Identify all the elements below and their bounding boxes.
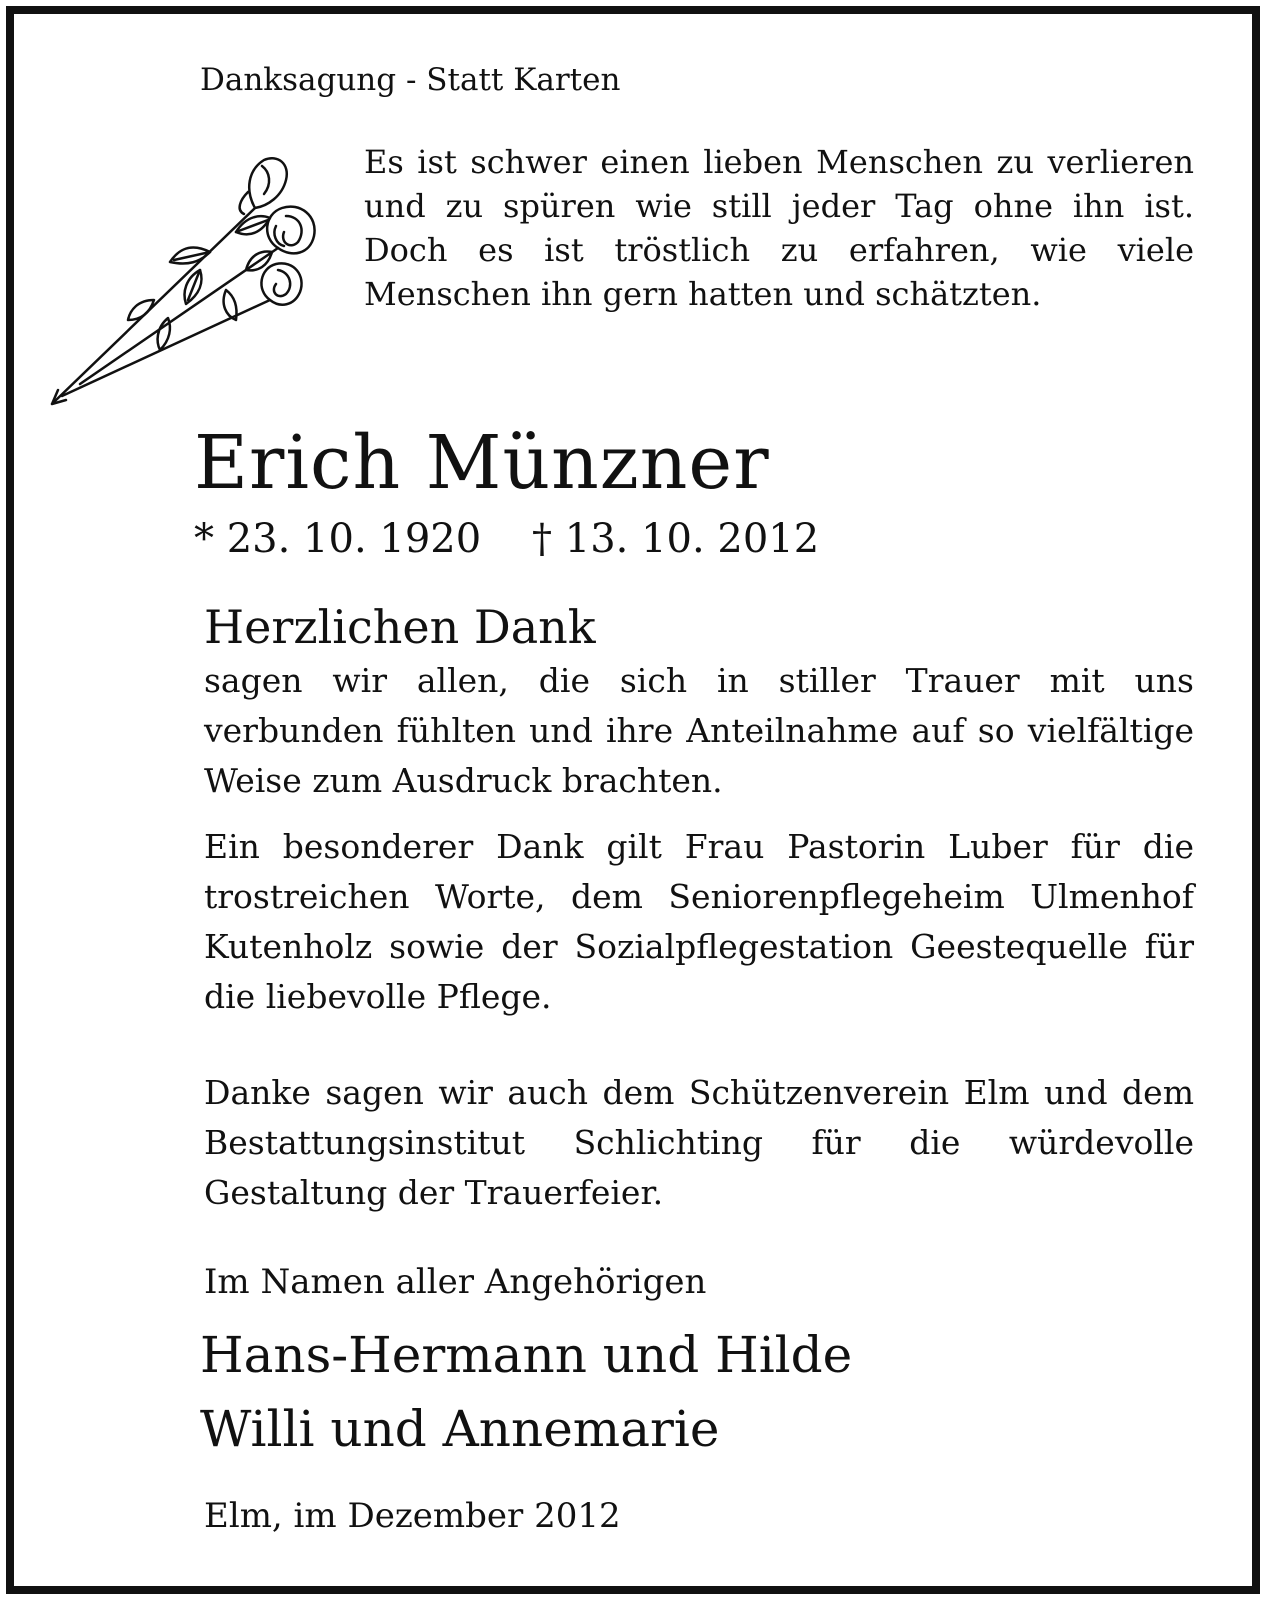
signatory: Hans-Hermann und Hilde <box>200 1326 853 1384</box>
thanks-paragraph: sagen wir allen, die sich in stiller Trauer mit uns verbunden fühlten und ihre Anteilnahme auf so vielfältige Weise zum Ausdruck brachten. <box>204 661 1194 800</box>
roses-drawing-icon <box>50 150 340 420</box>
life-dates: * 23. 10. 1920 † 13. 10. 2012 <box>194 516 820 562</box>
place-and-date: Elm, im Dezember 2012 <box>204 1496 621 1536</box>
deceased-name: Erich Münzner <box>194 420 770 506</box>
thanks-heading: Herzlichen Dank <box>204 600 596 654</box>
notice-header: Danksagung - Statt Karten <box>200 62 621 98</box>
thanks-paragraph: Danke sagen wir auch dem Schützenverein Elm und dem Bestattungsinstitut Schlichting für die würdevolle Gestaltung der Trauerfeier. <box>204 1073 1194 1212</box>
closing-line: Im Namen aller Angehörigen <box>204 1262 707 1302</box>
opening-quote: Es ist schwer einen lieben Menschen zu verlieren und zu spüren wie still jeder Tag ohne ihn ist. Doch es ist tröstlich zu erfahren, wie viele Menschen ihn gern hatten und schätzten. <box>364 143 1194 313</box>
thanks-paragraph: Ein besonderer Dank gilt Frau Pastorin Luber für die trostreichen Worte, dem Seniorenpflegeheim Ulmenhof Kutenholz sowie der Sozialpflegestation Geestequelle für die liebevolle Pflege. <box>204 827 1194 1016</box>
signatory: Willi und Annemarie <box>200 1400 720 1458</box>
